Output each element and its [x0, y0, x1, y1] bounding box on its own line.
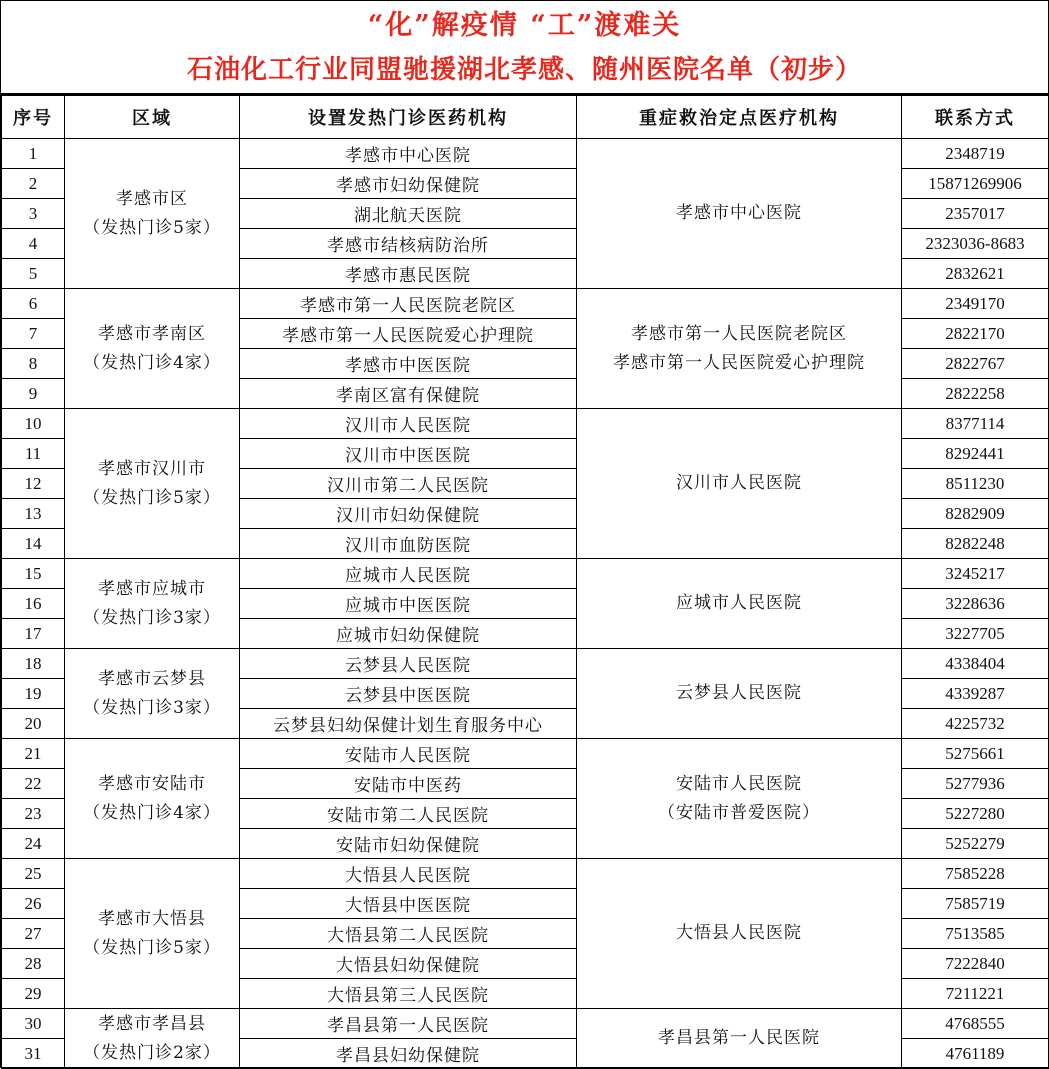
header-contact: 联系方式: [902, 96, 1049, 139]
seq-cell: 4: [2, 229, 65, 259]
fever-clinic-cell: 孝感市中心医院: [240, 139, 577, 169]
page-subtitle: 石油化工行业同盟驰援湖北孝感、随州医院名单（初步）: [186, 55, 862, 85]
critical-care-label: 大悟县人民医院: [676, 923, 802, 943]
seq-cell: 20: [2, 709, 65, 739]
fever-clinic-cell: 孝昌县第一人民医院: [240, 1009, 577, 1039]
region-label: （发热门诊4家）: [83, 802, 221, 823]
header-fever-clinic: 设置发热门诊医药机构: [240, 96, 577, 139]
table-row: [2, 859, 1049, 889]
title-block: [1, 1, 1048, 95]
header-critical-care: 重症救治定点医疗机构: [577, 96, 902, 139]
fever-clinic-cell: 安陆市妇幼保健院: [240, 829, 577, 859]
fever-clinic-cell: 孝感市惠民医院: [240, 259, 577, 289]
fever-clinic-cell: 孝感市第一人民医院爱心护理院: [240, 319, 577, 349]
seq-cell: 15: [2, 559, 65, 589]
contact-phone-cell: 15871269906: [902, 169, 1049, 199]
seq-cell: 12: [2, 469, 65, 499]
region-label: （发热门诊4家）: [83, 352, 221, 373]
region-label: 孝感市孝昌县: [98, 1013, 206, 1034]
fever-clinic-cell: 汉川市中医医院: [240, 439, 577, 469]
critical-care-label: 孝感市第一人民医院老院区: [631, 323, 847, 344]
fever-clinic-cell: 云梦县中医医院: [240, 679, 577, 709]
fever-clinic-cell: 汉川市妇幼保健院: [240, 499, 577, 529]
critical-care-cell: [577, 409, 902, 559]
critical-care-cell: [577, 859, 902, 1009]
seq-cell: 31: [2, 1039, 65, 1069]
contact-phone-cell: 5275661: [902, 739, 1049, 769]
region-cell: [65, 859, 240, 1009]
critical-care-cell: [577, 649, 902, 739]
region-cell: [65, 649, 240, 739]
critical-care-cell: [577, 559, 902, 649]
contact-phone-cell: 4761189: [902, 1039, 1049, 1069]
seq-cell: 16: [2, 589, 65, 619]
region-cell: [65, 739, 240, 859]
fever-clinic-cell: 大悟县中医医院: [240, 889, 577, 919]
critical-care-label: 安陆市人民医院: [676, 773, 802, 794]
contact-phone-cell: 2348719: [902, 139, 1049, 169]
critical-care-label: 云梦县人民医院: [676, 683, 802, 703]
fever-clinic-cell: 应城市人民医院: [240, 559, 577, 589]
critical-care-label: 孝感市第一人民医院爱心护理院: [613, 352, 865, 373]
contact-phone-cell: 2822170: [902, 319, 1049, 349]
contact-phone-cell: 4339287: [902, 679, 1049, 709]
fever-clinic-cell: 大悟县人民医院: [240, 859, 577, 889]
table-row: [2, 739, 1049, 769]
table-row: [2, 409, 1049, 439]
seq-cell: 30: [2, 1009, 65, 1039]
fever-clinic-cell: 孝感市结核病防治所: [240, 229, 577, 259]
contact-phone-cell: 5252279: [902, 829, 1049, 859]
seq-cell: 5: [2, 259, 65, 289]
fever-clinic-cell: 云梦县人民医院: [240, 649, 577, 679]
contact-phone-cell: 7211221: [902, 979, 1049, 1009]
contact-phone-cell: 2822258: [902, 379, 1049, 409]
seq-cell: 26: [2, 889, 65, 919]
table-row: [2, 139, 1049, 169]
critical-care-label: 孝感市中心医院: [676, 203, 802, 223]
region-cell: [65, 409, 240, 559]
contact-phone-cell: 2349170: [902, 289, 1049, 319]
region-label: （发热门诊5家）: [83, 937, 221, 958]
fever-clinic-cell: 安陆市第二人民医院: [240, 799, 577, 829]
seq-cell: 19: [2, 679, 65, 709]
contact-phone-cell: 5227280: [902, 799, 1049, 829]
hospital-table: [1, 95, 1049, 1069]
seq-cell: 23: [2, 799, 65, 829]
seq-cell: 24: [2, 829, 65, 859]
seq-cell: 1: [2, 139, 65, 169]
seq-cell: 18: [2, 649, 65, 679]
region-label: （发热门诊2家）: [83, 1042, 221, 1063]
seq-cell: 10: [2, 409, 65, 439]
fever-clinic-cell: 孝昌县妇幼保健院: [240, 1039, 577, 1069]
seq-cell: 6: [2, 289, 65, 319]
contact-phone-cell: 3227705: [902, 619, 1049, 649]
fever-clinic-cell: 云梦县妇幼保健计划生育服务中心: [240, 709, 577, 739]
region-label: 孝感市区: [116, 188, 188, 209]
contact-phone-cell: 3245217: [902, 559, 1049, 589]
seq-cell: 3: [2, 199, 65, 229]
region-label: （发热门诊5家）: [83, 487, 221, 508]
region-label: 孝感市大悟县: [98, 908, 206, 929]
fever-clinic-cell: 孝感市妇幼保健院: [240, 169, 577, 199]
table-row: [2, 559, 1049, 589]
contact-phone-cell: 8292441: [902, 439, 1049, 469]
seq-cell: 22: [2, 769, 65, 799]
region-label: 孝感市孝南区: [98, 323, 206, 344]
fever-clinic-cell: 孝感市中医医院: [240, 349, 577, 379]
table-header-row: [2, 96, 1049, 139]
region-cell: [65, 559, 240, 649]
seq-cell: 7: [2, 319, 65, 349]
critical-care-cell: [577, 1009, 902, 1069]
fever-clinic-cell: 大悟县妇幼保健院: [240, 949, 577, 979]
contact-phone-cell: 4338404: [902, 649, 1049, 679]
contact-phone-cell: 4768555: [902, 1009, 1049, 1039]
seq-cell: 25: [2, 859, 65, 889]
contact-phone-cell: 8511230: [902, 469, 1049, 499]
region-cell: [65, 289, 240, 409]
region-label: 孝感市安陆市: [98, 773, 206, 794]
region-cell: [65, 139, 240, 289]
fever-clinic-cell: 湖北航天医院: [240, 199, 577, 229]
seq-cell: 13: [2, 499, 65, 529]
seq-cell: 8: [2, 349, 65, 379]
table-body: [2, 139, 1049, 1069]
region-cell: [65, 1009, 240, 1069]
table-row: [2, 649, 1049, 679]
contact-phone-cell: 4225732: [902, 709, 1049, 739]
contact-phone-cell: 3228636: [902, 589, 1049, 619]
seq-cell: 27: [2, 919, 65, 949]
region-label: （发热门诊3家）: [83, 697, 221, 718]
contact-phone-cell: 7513585: [902, 919, 1049, 949]
contact-phone-cell: 2357017: [902, 199, 1049, 229]
fever-clinic-cell: 安陆市中医药: [240, 769, 577, 799]
fever-clinic-cell: 应城市妇幼保健院: [240, 619, 577, 649]
contact-phone-cell: 2323036-8683: [902, 229, 1049, 259]
contact-phone-cell: 7585719: [902, 889, 1049, 919]
seq-cell: 17: [2, 619, 65, 649]
contact-phone-cell: 5277936: [902, 769, 1049, 799]
contact-phone-cell: 8377114: [902, 409, 1049, 439]
contact-phone-cell: 2822767: [902, 349, 1049, 379]
contact-phone-cell: 8282248: [902, 529, 1049, 559]
seq-cell: 29: [2, 979, 65, 1009]
fever-clinic-cell: 应城市中医医院: [240, 589, 577, 619]
contact-phone-cell: 7222840: [902, 949, 1049, 979]
contact-phone-cell: 8282909: [902, 499, 1049, 529]
critical-care-label: 应城市人民医院: [676, 593, 802, 613]
header-seq: 序号: [2, 96, 65, 139]
header-region: 区域: [65, 96, 240, 139]
critical-care-label: 汉川市人民医院: [676, 473, 802, 493]
critical-care-cell: [577, 289, 902, 409]
region-label: 孝感市汉川市: [98, 458, 206, 479]
contact-phone-cell: 7585228: [902, 859, 1049, 889]
region-label: （发热门诊3家）: [83, 607, 221, 628]
seq-cell: 2: [2, 169, 65, 199]
fever-clinic-cell: 大悟县第三人民医院: [240, 979, 577, 1009]
region-label: （发热门诊5家）: [83, 217, 221, 238]
table-row: [2, 289, 1049, 319]
critical-care-cell: [577, 739, 902, 859]
fever-clinic-cell: 安陆市人民医院: [240, 739, 577, 769]
fever-clinic-cell: 孝南区富有保健院: [240, 379, 577, 409]
fever-clinic-cell: 汉川市人民医院: [240, 409, 577, 439]
region-label: 孝感市应城市: [98, 578, 206, 599]
seq-cell: 9: [2, 379, 65, 409]
seq-cell: 14: [2, 529, 65, 559]
fever-clinic-cell: 大悟县第二人民医院: [240, 919, 577, 949]
seq-cell: 21: [2, 739, 65, 769]
region-label: 孝感市云梦县: [98, 668, 206, 689]
page-title: “化”解疫情 “工”渡难关: [367, 10, 682, 41]
critical-care-label: 孝昌县第一人民医院: [658, 1028, 820, 1048]
critical-care-cell: [577, 139, 902, 289]
critical-care-label: （安陆市普爱医院）: [658, 802, 820, 823]
fever-clinic-cell: 孝感市第一人民医院老院区: [240, 289, 577, 319]
table-row: [2, 1009, 1049, 1039]
fever-clinic-cell: 汉川市血防医院: [240, 529, 577, 559]
seq-cell: 11: [2, 439, 65, 469]
seq-cell: 28: [2, 949, 65, 979]
fever-clinic-cell: 汉川市第二人民医院: [240, 469, 577, 499]
contact-phone-cell: 2832621: [902, 259, 1049, 289]
